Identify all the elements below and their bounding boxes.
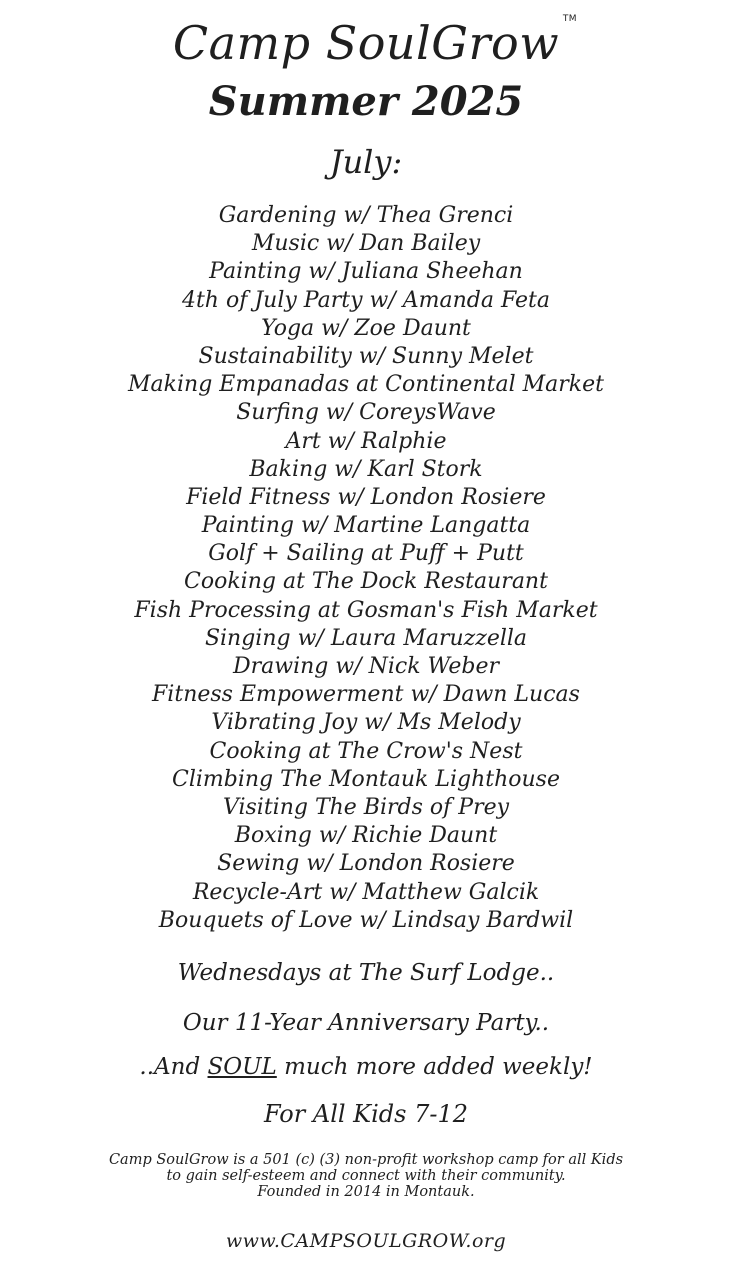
anniversary-note: Our 11-Year Anniversary Party.. (182, 1010, 550, 1036)
activity-item: Fish Processing at Gosman's Fish Market (134, 597, 598, 623)
activity-item: Cooking at The Dock Restaurant (184, 569, 548, 595)
soul-emphasis: SOUL (207, 1054, 277, 1080)
title-block (0, 16, 732, 70)
activity-item: Field Fitness w/ London Rosiere (186, 484, 546, 510)
activity-item: Singing w/ Laura Maruzzella (204, 625, 528, 651)
camp-title (172, 14, 578, 70)
month-heading: July: (329, 143, 403, 181)
more-added-suffix: much more added weekly! (276, 1054, 593, 1080)
trademark-mark: TM (562, 14, 578, 24)
activity-item: Bouquets of Love w/ Lindsay Bardwil (158, 907, 574, 933)
season-heading: Summer 2025 (208, 78, 524, 125)
activity-item: Painting w/ Martine Langatta (201, 513, 531, 539)
activity-item: Sewing w/ London Rosiere (217, 851, 515, 877)
activity-item: 4th of July Party w/ Amanda Feta (181, 287, 551, 313)
activity-item: Baking w/ Karl Stork (249, 456, 483, 482)
activity-item: Music w/ Dan Bailey (251, 231, 481, 257)
camp-title-text: Camp SoulGrow (172, 16, 560, 70)
activity-item: Drawing w/ Nick Weber (232, 654, 499, 679)
activity-item: Sustainability w/ Sunny Melet (198, 343, 534, 369)
age-range-heading: For All Kids 7-12 (263, 1100, 469, 1128)
activity-item: Art w/ Ralphie (285, 428, 447, 454)
activity-item: Surfing w/ CoreysWave (236, 400, 496, 426)
activity-item: Gardening w/ Thea Grenci (218, 203, 514, 228)
activity-item: Fitness Empowerment w/ Dawn Lucas (152, 682, 580, 708)
about-blurb (0, 1152, 732, 1200)
activity-item: Visiting The Birds of Prey (222, 794, 510, 820)
activity-item: Golf + Sailing at Puff + Putt (208, 541, 524, 567)
activity-item: Cooking at The Crow's Nest (209, 738, 523, 764)
about-line: Founded in 2014 in Montauk. (257, 1184, 475, 1200)
activity-item: Vibrating Joy w/ Ms Melody (211, 710, 521, 736)
activity-list (0, 202, 732, 935)
about-line: to gain self-esteem and connect with their community. (166, 1168, 566, 1184)
wednesdays-note: Wednesdays at The Surf Lodge.. (177, 960, 555, 986)
website-link[interactable]: www.CAMPSOULGROW.org (225, 1230, 507, 1252)
activity-item: Recycle-Art w/ Matthew Galcik (192, 879, 540, 905)
activity-item: Climbing The Montauk Lighthouse (171, 766, 560, 792)
more-added-note (0, 1056, 732, 1079)
activity-item: Painting w/ Juliana Sheehan (209, 259, 523, 285)
activity-item: Boxing w/ Richie Daunt (234, 823, 498, 849)
activity-item: Yoga w/ Zoe Daunt (261, 315, 471, 341)
about-line: Camp SoulGrow is a 501 (c) (3) non-profit workshop camp for all Kids (108, 1152, 624, 1168)
more-added-prefix: ..And (139, 1054, 208, 1080)
activity-item: Making Empanadas at Continental Market (128, 372, 604, 398)
